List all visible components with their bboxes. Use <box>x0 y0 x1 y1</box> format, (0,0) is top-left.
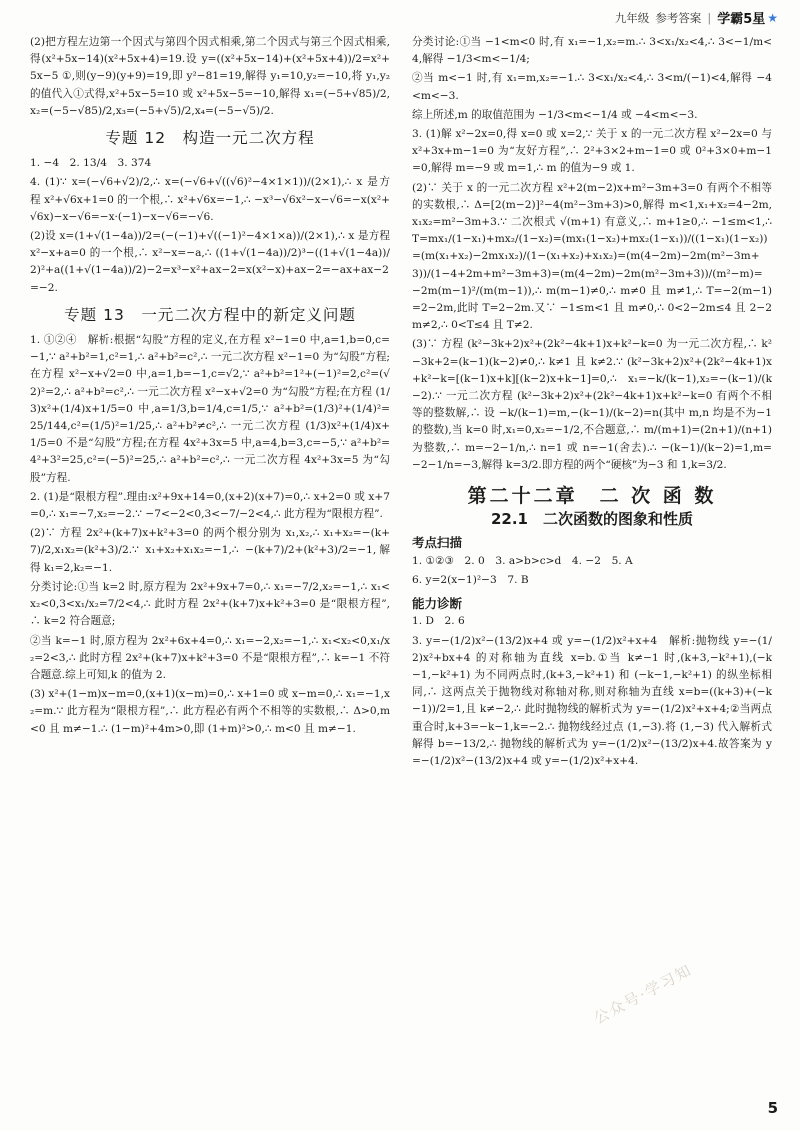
section-heading: 22.1 二次函数的图象和性质 <box>490 510 693 529</box>
page-number: 5 <box>767 1099 778 1117</box>
paragraph: (2)把方程左边第一个因式与第四个因式相乘,第二个因式与第三个因式相乘,得(x²+5x−14)(x²+5x+4)=19.设 y=((x²+5x−14)+(x²+5x+4))/2=x²+5x−5 ①,则(y−9)(y+9)=19,即 y²−81=19,解得 y₁=10,y₂=−10,将 y₁,y₂ 的值代入①式得,x²+5x−5=10 或 x²+5x−5=−10,解得 x₁=(−5+√85)/2,x₂=(−5−√85)/2,x₃=(−5+√5)/2,x₄=(−5−√5)/2. <box>30 36 390 117</box>
subheading: 能力诊断 <box>412 596 463 612</box>
left-column <box>30 34 390 1114</box>
chapter-heading: 第二十二章 二 次 函 数 <box>467 485 717 508</box>
answers-label: 参考答案 <box>655 10 702 25</box>
paragraph: (3) x²+(1−m)x−m=0,(x+1)(x−m)=0,∴ x+1=0 或 x−m=0,∴ x₁=−1,x₂=m.∵ 此方程为“限根方程”,∴ 此方程必有两个不相等的实数根,∴ Δ>0,m<0 且 m≠−1.∴ (1−m)²+4m>0,即 (1+m)²>0,∴ m<0 且 m≠−1. <box>30 688 390 735</box>
grade-label: 九年级 <box>614 10 650 25</box>
paragraph: 1. −4 2. 13/4 3. 374 <box>30 157 152 170</box>
paragraph: (2)∵ 关于 x 的一元二次方程 x²+2(m−2)x+m²−3m+3=0 有两个不相等的实数根,∴ Δ=[2(m−2)]²−4(m²−3m+3)>0,解得 m<1,x₁+x₂=4−2m,x₁x₂=m²−3m+3.∵ 二次根式 √(m+1) 有意义,∴ m+1≥0,∴ −1≤m<1,∴ T=mx₁/(1−x₁)+mx₂/(1−x₂)=(mx₁(1−x₂)+mx₂(1−x₁))/((1−x₁)(1−x₂))=(m(x₁+x₂)−2mx₁x₂)/(1−(x₁+x₂)+x₁x₂)=(m(4−2m)−2m(m²−3m+3))/(1−4+2m+m²−3m+3)=(m(4−2m)−2m(m²−3m+3))/(m²−m)=−2m(m−1)²/(m(m−1)),∴ m(m−1)≠0,∴ m≠0 且 m≠1,∴ T=−2(m−1)=2−2m,此时 T=2−2m.又∵ −1≤m<1 且 m≠0,∴ 0<2−2m≤4 且 2−2m≠2,∴ 0<T≤4 且 T≠2. <box>412 181 772 332</box>
paragraph: 分类讨论:①当 k=2 时,原方程为 2x²+9x+7=0,∴ x₁=−7/2,x₂=−1,∴ x₁<x₂<0,3<x₁/x₂=7/2<4,∴ 此时方程 2x²+(k+7)x+k²+3=0 是“限根方程”,∴ k=2 符合题意; <box>30 580 390 628</box>
topic-12-heading: 专题 12 构造一元二次方程 <box>105 129 315 148</box>
right-column <box>412 34 772 1114</box>
topic-13-heading: 专题 13 一元二次方程中的新定义问题 <box>64 305 356 324</box>
brand-name: 学霸5星 <box>717 12 766 27</box>
paragraph: (3)∵ 方程 (k²−3k+2)x²+(2k²−4k+1)x+k²−k=0 为一元二次方程,∴ k²−3k+2=(k−1)(k−2)≠0,∴ k≠1 且 k≠2.∵ (k²−3k+2)x²+(2k²−4k+1)x+k²−k=[(k−1)x+k][(k−2)x+k−1]=0,∴ x₁=−k/(k−1),x₂=−(k−1)/(k−2).∵ 一元二次方程 (k²−3k+2)x²+(2k²−4k+1)x+k²−k=0 有两个不相等的整数解,∴ 设 −k/(k−1)=m,−(k−1)/(k−2)=n(其中 m,n 均是不为−1 的整数),当 k=0 时,x₁=0,x₂=−1/2,不合题意,∴ m/(m+1)=(2n+1)/(n+1) 为整数,∴ m=−2−1/n,∴ n=1 或 n=−1(舍去).∴ −(k−1)/(k−2)=1,m=−2−1/n=−3,解得 k=3/2.即方程的两个“硬核”为−3 和 1,k=3/2. <box>412 338 772 471</box>
paragraph: 1. ①②④ 解析:根据“勾股”方程的定义,在方程 x²−1=0 中,a=1,b=0,c=−1,∵ a²+b²=1,c²=1,∴ a²+b²=c²,∴ 一元二次方程 x²−1=0 为“勾股”方程;在方程 x²−x+√2=0 中,a=1,b=−1,c=√2,∵ a²+b²=1²+(−1)²=2,c²=(√2)²=2,∴ a²+b²=c²,∴ 一元二次方程 x²−x+√2=0 为“勾股”方程;在方程 (1/3)x²+(1/4)x+1/5=0 中,a=1/3,b=1/4,c=1/5,∵ a²+b²=(1/3)²+(1/4)²=25/144,c²=(1/5)²=1/25,∴ a²+b²≠c²,∴ 一元二次方程 (1/3)x²+(1/4)x+1/5=0 不是“勾股”方程;在方程 4x²+3x=5 中,a=4,b=3,c=−5,∵ a²+b²=4²+3²=25,c²=(−5)²=25,∴ a²+b²=c²,∴ 一元二次方程 4x²+3x=5 为“勾股”方程. <box>30 334 390 484</box>
subheading: 考点扫描 <box>412 535 463 551</box>
paragraph: 综上所述,m 的取值范围为 −1/3<m<−1/4 或 −4<m<−3. <box>412 108 698 121</box>
paragraph: 2. (1)是“限根方程”.理由:x²+9x+14=0,(x+2)(x+7)=0,∴ x+2=0 或 x+7=0,∴ x₁=−7,x₂=−2.∵ −7<−2<0,3<−7/−2<4,∴ 此方程为“限根方程”. <box>30 490 390 521</box>
brand-logo <box>717 8 778 27</box>
paragraph: ②当 m<−1 时,有 x₁=m,x₂=−1.∴ 3<x₁/x₂<4,∴ 3<m/(−1)<4,解得 −4<m<−3. <box>412 72 772 102</box>
paragraph: 6. y=2(x−1)²−3 7. B <box>412 573 529 586</box>
paragraph: 1. D 2. 6 <box>412 615 465 628</box>
page-header <box>615 8 778 27</box>
paragraph: 4. (1)∵ x=(−√6+√2)/2,∴ x=(−√6+√((√6)²−4×1×1))/(2×1),∴ x 是方程 x²+√6x+1=0 的一个根,∴ x²+√6x=−1,∴ −x³−√6x²−x−√6=−x(x²+√6x)−x−√6=−x·(−1)−x−√6=−√6. <box>30 176 390 223</box>
star-icon: ★ <box>767 10 778 25</box>
paragraph: 3. y=−(1/2)x²−(13/2)x+4 或 y=−(1/2)x²+x+4 解析:抛物线 y=−(1/2)x²+bx+4 的对称轴为直线 x=b.①当 k≠−1 时,(k+3,−k²+1),(−k−1,−k²+1) 为不同两点时,(k+3,−k²+1) 和 (−k−1,−k²+1) 的纵坐标相同,∴ 这两点关于抛物线对称轴对称,则对称轴为直线 x=b=((k+3)+(−k−1))/2=1,且 k≠−2,∴ 此时抛物线的解析式为 y=−(1/2)x²+x+4;②当两点重合时,k+3=−k−1,k=−2.∴ 抛物线经过点 (1,−3).将 (1,−3) 代入解析式解得 b=−13/2,∴ 抛物线的解析式为 y=−(1/2)x²−(13/2)x+4.故答案为 y=−(1/2)x²−(13/2)x+4 或 y=−(1/2)x²+x+4. <box>412 634 772 767</box>
paragraph: ②当 k=−1 时,原方程为 2x²+6x+4=0,∴ x₁=−2,x₂=−1,∴ x₁<x₂<0,x₁/x₂=2<3,∴ 此时方程 2x²+(k+7)x+k²+3=0 不是“限根方程”,∴ k=−1 不符合题意.综上可知,k 的值为 2. <box>30 634 390 681</box>
paragraph: 1. ①②③ 2. 0 3. a>b>c>d 4. −2 5. A <box>412 554 633 567</box>
header-divider: | <box>707 10 712 25</box>
paragraph: (2)∵ 方程 2x²+(k+7)x+k²+3=0 的两个根分别为 x₁,x₂,∴ x₁+x₂=−(k+7)/2,x₁x₂=(k²+3)/2.∵ x₁+x₂+x₁x₂=−1,∴ −(k+7)/2+(k²+3)/2=−1,解得 k₁=2,k₂=−1. <box>30 527 390 574</box>
paragraph: 3. (1)解 x²−2x=0,得 x=0 或 x=2,∵ 关于 x 的一元二次方程 x²−2x=0 与 x²+3x+m−1=0 为“友好方程”,∴ 2²+3×2+m−1=0 或 0²+3×0+m−1=0,解得 m=−9 或 m=1,∴ m 的值为−9 或 1. <box>412 128 772 175</box>
watermark: 公众号·学习知 <box>590 960 696 1028</box>
paragraph: 分类讨论:①当 −1<m<0 时,有 x₁=−1,x₂=m.∴ 3<x₁/x₂<4,∴ 3<−1/m<4,解得 −1/3<m<−1/4; <box>412 36 772 66</box>
paragraph: (2)设 x=(1+√(1−4a))/2=(−(−1)+√((−1)²−4×1×a))/(2×1),∴ x 是方程 x²−x+a=0 的一个根,∴ x²−x=−a,∴ ((1+√(1−4a))/2)³−((1+√(1−4a))/2)²+a((1+√(1−4a))/2)−2=x³−x²+ax−2=x(x²−x)+ax−2=−ax+ax−2=−2. <box>30 230 390 294</box>
